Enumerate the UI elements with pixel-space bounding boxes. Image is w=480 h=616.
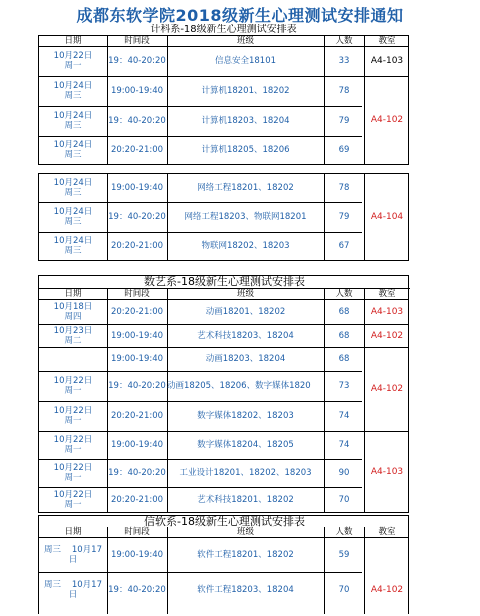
weekday-cell: 周三 bbox=[64, 246, 82, 256]
weekday-cell: 周三 bbox=[64, 188, 82, 198]
date-cell: 10月22日 bbox=[53, 489, 93, 500]
count-cell: 68 bbox=[338, 330, 350, 341]
section-title-shuyi: 数艺系-18级新生心理测试安排表 bbox=[39, 276, 410, 289]
class-cell: 计算机18205、18206 bbox=[201, 145, 290, 155]
time-cell: 19:00-19:40 bbox=[110, 86, 164, 96]
time-cell: 20:20-21:00 bbox=[110, 411, 164, 421]
weekday-cell: 周一 bbox=[64, 445, 82, 455]
class-cell: 信息安全18101 bbox=[214, 56, 277, 66]
date-cell: 10月24日 bbox=[53, 140, 93, 150]
date-cell: 10月22日 bbox=[53, 406, 93, 416]
header-count: 人数 bbox=[335, 289, 353, 299]
weekday-cell: 周一 bbox=[64, 386, 82, 396]
header-time: 时间段 bbox=[124, 36, 150, 46]
weekday-cell: 周三 bbox=[64, 217, 82, 227]
table-row bbox=[39, 371, 408, 401]
room-cell: A4-104 bbox=[370, 212, 404, 222]
room-cell: A4-102 bbox=[370, 330, 404, 341]
class-cell: 网络工程18203、物联网18201 bbox=[184, 212, 307, 222]
time-cell: 19:00-19:40 bbox=[110, 440, 164, 450]
room-cell: A4-103 bbox=[370, 56, 404, 66]
date-cell: 10月18日 bbox=[53, 302, 93, 312]
date-cell: 10月22日 bbox=[53, 376, 93, 386]
count-cell: 74 bbox=[338, 411, 350, 421]
time-cell: 20:20-21:00 bbox=[110, 145, 164, 155]
weekday-cell: 周三 bbox=[64, 91, 82, 101]
date-cell: 10月22日 bbox=[53, 463, 93, 473]
table-row bbox=[39, 324, 408, 347]
time-cell: 19：40-20:20 bbox=[108, 212, 166, 222]
table-row bbox=[39, 136, 408, 164]
header-date: 日期 bbox=[64, 36, 82, 46]
class-cell: 数字媒体18202、18203 bbox=[197, 411, 294, 421]
header-date: 日期 bbox=[64, 289, 82, 299]
class-cell: 软件工程18201、18202 bbox=[197, 550, 294, 560]
header-date: 日期 bbox=[64, 527, 82, 537]
header-time: 时间段 bbox=[124, 527, 150, 537]
table-jike bbox=[38, 35, 409, 165]
weekday-cell: 周三 bbox=[64, 121, 82, 131]
page-title: 成都东软学院2018级新生心理测试安排通知 bbox=[76, 6, 404, 25]
table-row bbox=[39, 202, 408, 232]
count-cell: 73 bbox=[338, 381, 350, 391]
time-cell: 19:00-19:40 bbox=[110, 183, 164, 193]
date-cell: 10月24日 bbox=[53, 236, 93, 246]
count-cell: 70 bbox=[338, 494, 350, 505]
time-cell: 20:20-21:00 bbox=[110, 494, 164, 505]
table-row bbox=[39, 401, 408, 431]
time-cell: 19：40-20:20 bbox=[108, 116, 166, 126]
room-cell: A4-103 bbox=[370, 466, 404, 477]
date-cell: 10月24日 bbox=[53, 81, 93, 91]
table-row bbox=[39, 232, 408, 260]
date-cell: 10月17 bbox=[71, 545, 102, 555]
date-cell: 10月22日 bbox=[53, 435, 93, 445]
count-cell: 68 bbox=[338, 354, 350, 364]
weekday-cell: 周三 bbox=[64, 150, 82, 160]
date-cell: 10月24日 bbox=[53, 111, 93, 121]
table-row bbox=[39, 106, 408, 136]
date-cell: 10月24日 bbox=[53, 178, 93, 188]
count-cell: 68 bbox=[338, 307, 350, 317]
date-cell: 10月23日 bbox=[53, 325, 93, 336]
table-row bbox=[39, 300, 408, 324]
header-room: 教室 bbox=[378, 289, 396, 299]
header-count: 人数 bbox=[335, 527, 353, 537]
time-cell: 19:00-19:40 bbox=[110, 550, 164, 560]
count-cell: 79 bbox=[338, 212, 350, 222]
class-cell: 艺术科技18201、18202 bbox=[197, 494, 294, 505]
count-cell: 78 bbox=[338, 183, 350, 193]
class-cell: 动画18203、18204 bbox=[205, 354, 286, 364]
weekday-cell: 周三 bbox=[44, 545, 62, 555]
weekday-cell: 周一 bbox=[64, 473, 82, 483]
class-cell: 数字媒体18204、18205 bbox=[197, 440, 294, 450]
room-cell: A4-102 bbox=[370, 585, 404, 595]
date-cell: 10月17 bbox=[71, 580, 102, 590]
date-cell: 10月24日 bbox=[53, 207, 93, 217]
date-cell: 10月22日 bbox=[53, 51, 93, 61]
header-room: 教室 bbox=[378, 36, 396, 46]
time-cell: 19：40-20:20 bbox=[108, 468, 166, 478]
time-cell: 19：40-20:20 bbox=[108, 381, 166, 391]
time-cell: 19:00-19:40 bbox=[110, 330, 164, 341]
class-cell: 软件工程18203、18204 bbox=[197, 585, 294, 595]
weekday-cell: 周二 bbox=[64, 335, 82, 346]
time-cell: 20:20-21:00 bbox=[110, 307, 164, 317]
weekday-cell: 周一 bbox=[64, 499, 82, 510]
time-cell: 19：40-20:20 bbox=[108, 56, 166, 66]
table-row bbox=[39, 431, 408, 459]
table-row bbox=[39, 572, 408, 608]
table-header bbox=[39, 289, 408, 300]
table-row bbox=[39, 174, 408, 202]
class-cell: 计算机18201、18202 bbox=[201, 86, 290, 96]
count-cell: 59 bbox=[338, 550, 350, 560]
time-cell: 19:00-19:40 bbox=[110, 354, 164, 364]
table-row bbox=[39, 76, 408, 106]
date-suffix: 日 bbox=[68, 555, 78, 565]
header-room: 教室 bbox=[378, 527, 396, 537]
table-xinruan bbox=[38, 515, 409, 614]
count-cell: 74 bbox=[338, 440, 350, 450]
table-network bbox=[38, 173, 409, 261]
class-cell: 物联网18202、18203 bbox=[201, 241, 290, 251]
table-shuyi bbox=[38, 275, 409, 513]
time-cell: 20:20-21:00 bbox=[110, 241, 164, 251]
table-row bbox=[39, 538, 408, 572]
table-row bbox=[39, 487, 408, 512]
table-header bbox=[39, 527, 408, 538]
count-cell: 78 bbox=[338, 86, 350, 96]
count-cell: 70 bbox=[338, 585, 350, 595]
class-cell: 动画18205、18206、数字媒体1820 bbox=[167, 381, 311, 391]
section-title-jike: 计科系-18级新生心理测试安排表 bbox=[150, 24, 297, 35]
table-row bbox=[39, 46, 408, 76]
room-cell: A4-102 bbox=[370, 115, 404, 125]
weekday-cell: 周三 bbox=[44, 580, 62, 590]
count-cell: 67 bbox=[338, 241, 350, 251]
table-row bbox=[39, 459, 408, 487]
header-count: 人数 bbox=[335, 36, 353, 46]
section-title-xinruan: 信软系-18级新生心理测试安排表 bbox=[144, 516, 305, 527]
header-class: 班级 bbox=[236, 289, 254, 299]
count-cell: 33 bbox=[338, 56, 350, 66]
header-time: 时间段 bbox=[124, 289, 150, 299]
header-class: 班级 bbox=[236, 36, 254, 46]
count-cell: 69 bbox=[338, 145, 350, 155]
date-suffix: 日 bbox=[68, 590, 78, 600]
time-cell: 19：40-20:20 bbox=[108, 585, 166, 595]
header-class: 班级 bbox=[236, 527, 254, 537]
class-cell: 动画18201、18202 bbox=[205, 307, 286, 317]
weekday-cell: 周一 bbox=[64, 416, 82, 426]
count-cell: 79 bbox=[338, 116, 350, 126]
count-cell: 90 bbox=[338, 468, 350, 478]
room-cell: A4-103 bbox=[370, 307, 404, 317]
class-cell: 网络工程18201、18202 bbox=[197, 183, 294, 193]
table-row bbox=[39, 347, 408, 371]
room-cell: A4-102 bbox=[370, 384, 404, 394]
class-cell: 艺术科技18203、18204 bbox=[197, 330, 294, 341]
class-cell: 计算机18203、18204 bbox=[201, 116, 290, 126]
weekday-cell: 周一 bbox=[64, 61, 82, 71]
weekday-cell: 周四 bbox=[64, 312, 82, 322]
class-cell: 工业设计18201、18202、18203 bbox=[179, 468, 312, 478]
